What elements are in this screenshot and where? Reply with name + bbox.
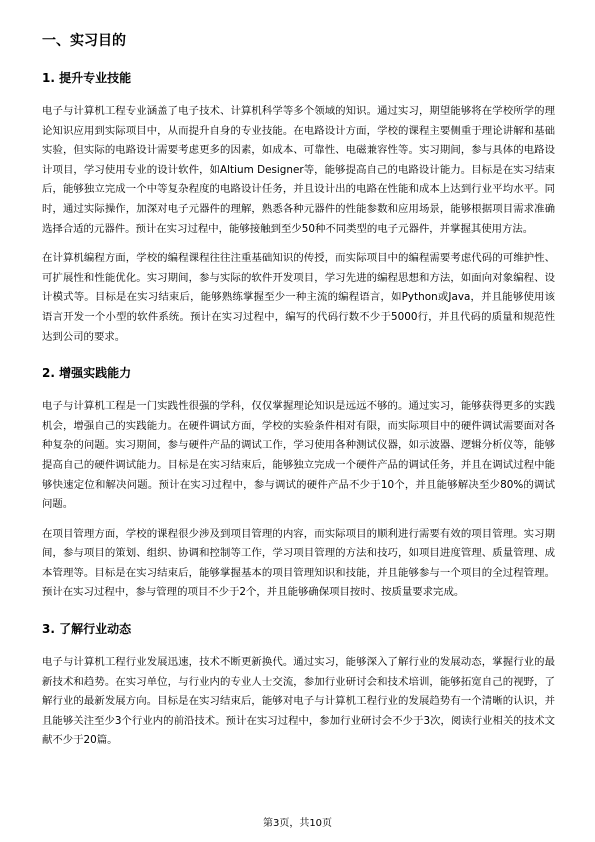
subsection-heading-1: 1. 提升专业技能 — [42, 71, 132, 85]
subsection-heading-2: 2. 增强实践能力 — [42, 366, 132, 381]
subsection-heading-3: 3. 了解行业动态 — [42, 622, 132, 637]
paragraph-1-1: 电子与计算机工程专业涵盖了电子技术、计算机科学等多个领域的知识。通过实习，期望能够将在学校所学的理论知识应用到实际项目中，从而提升自身的专业技能。在电路设计方面，学校的课程主要侧重于理论讲解和基础实验，但实际的电路设计需要考虑更多的因素，如成本、可靠性、电磁兼容性等。实习期间，参与具体的电路设计项目，学习使用专业的设计软件，如Altium Designer等，能够提高自己的电路设计能力。目标是在实习结束后，能够独立完成一个中等复杂程度的电路设计任务，并且设计出的电路在性能和成本上达到行业平均水平。同时，通过实际操作，加深对电子元器件的理解，熟悉各种元器件的性能参数和应用场景，能够根据项目需求准确选择合适的元器件。预计在实习过程中，能够接触到至少50种不同类型的电子元器件，并掌握其使用方法。 — [42, 105, 555, 235]
paragraph-2-1: 电子与计算机工程是一门实践性很强的学科，仅仅掌握理论知识是远远不够的。通过实习，能够获得更多的实践机会，增强自己的实践能力。在硬件调试方面，学校的实验条件相对有限，而实际项目中的硬件调试需要面对各种复杂的问题。实习期间，参与硬件产品的调试工作，学习使用各种测试仪器，如示波器、逻辑分析仪等，能够提高自己的硬件调试能力。目标是在实习结束后，能够独立完成一个硬件产品的调试任务，并且在调试过程中能够快速定位和解决问题。预计在实习过程中，参与调试的硬件产品不少于10个，并且能够解决至少80%的调试问题。 — [42, 400, 555, 511]
paragraph-1-2: 在计算机编程方面，学校的编程课程往往注重基础知识的传授，而实际项目中的编程需要考虑代码的可维护性、可扩展性和性能优化。实习期间，参与实际的软件开发项目，学习先进的编程思想和方法，如面向对象编程、设计模式等。目标是在实习结束后，能够熟练掌握至少一种主流的编程语言，如Python或Java，并且能够使用该语言开发一个小型的软件系统。预计在实习过程中，编写的代码行数不少于5000行，并且代码的质量和规范性达到公司的要求。 — [42, 252, 555, 343]
paragraph-3-1: 电子与计算机工程行业发展迅速，技术不断更新换代。通过实习，能够深入了解行业的发展动态，掌握行业的最新技术和趋势。在实习单位，与行业内的专业人士交流，参加行业研讨会和技术培训，能够拓宽自己的视野，了解行业的最新发展方向。目标是在实习结束后，能够对电子与计算机工程行业的发展趋势有一个清晰的认识，并且能够关注至少3个行业内的前沿技术。预计在实习过程中，参加行业研讨会不少于3次，阅读行业相关的技术文献不少于20篇。 — [42, 656, 555, 747]
page-number: 第3页，共10页 — [262, 818, 333, 829]
section-title: 一、实习目的 — [42, 33, 126, 49]
paragraph-2-2: 在项目管理方面，学校的课程很少涉及到项目管理的内容，而实际项目的顺利进行需要有效的项目管理。实习期间，参与项目的策划、组织、协调和控制等工作，学习项目管理的方法和技巧，如项目进度管理、质量管理、成本管理等。目标是在实习结束后，能够掌握基本的项目管理知识和技能，并且能够参与一个项目的全过程管理。预计在实习过程中，参与管理的项目不少于2个，并且能够确保项目按时、按质量要求完成。 — [42, 527, 555, 599]
